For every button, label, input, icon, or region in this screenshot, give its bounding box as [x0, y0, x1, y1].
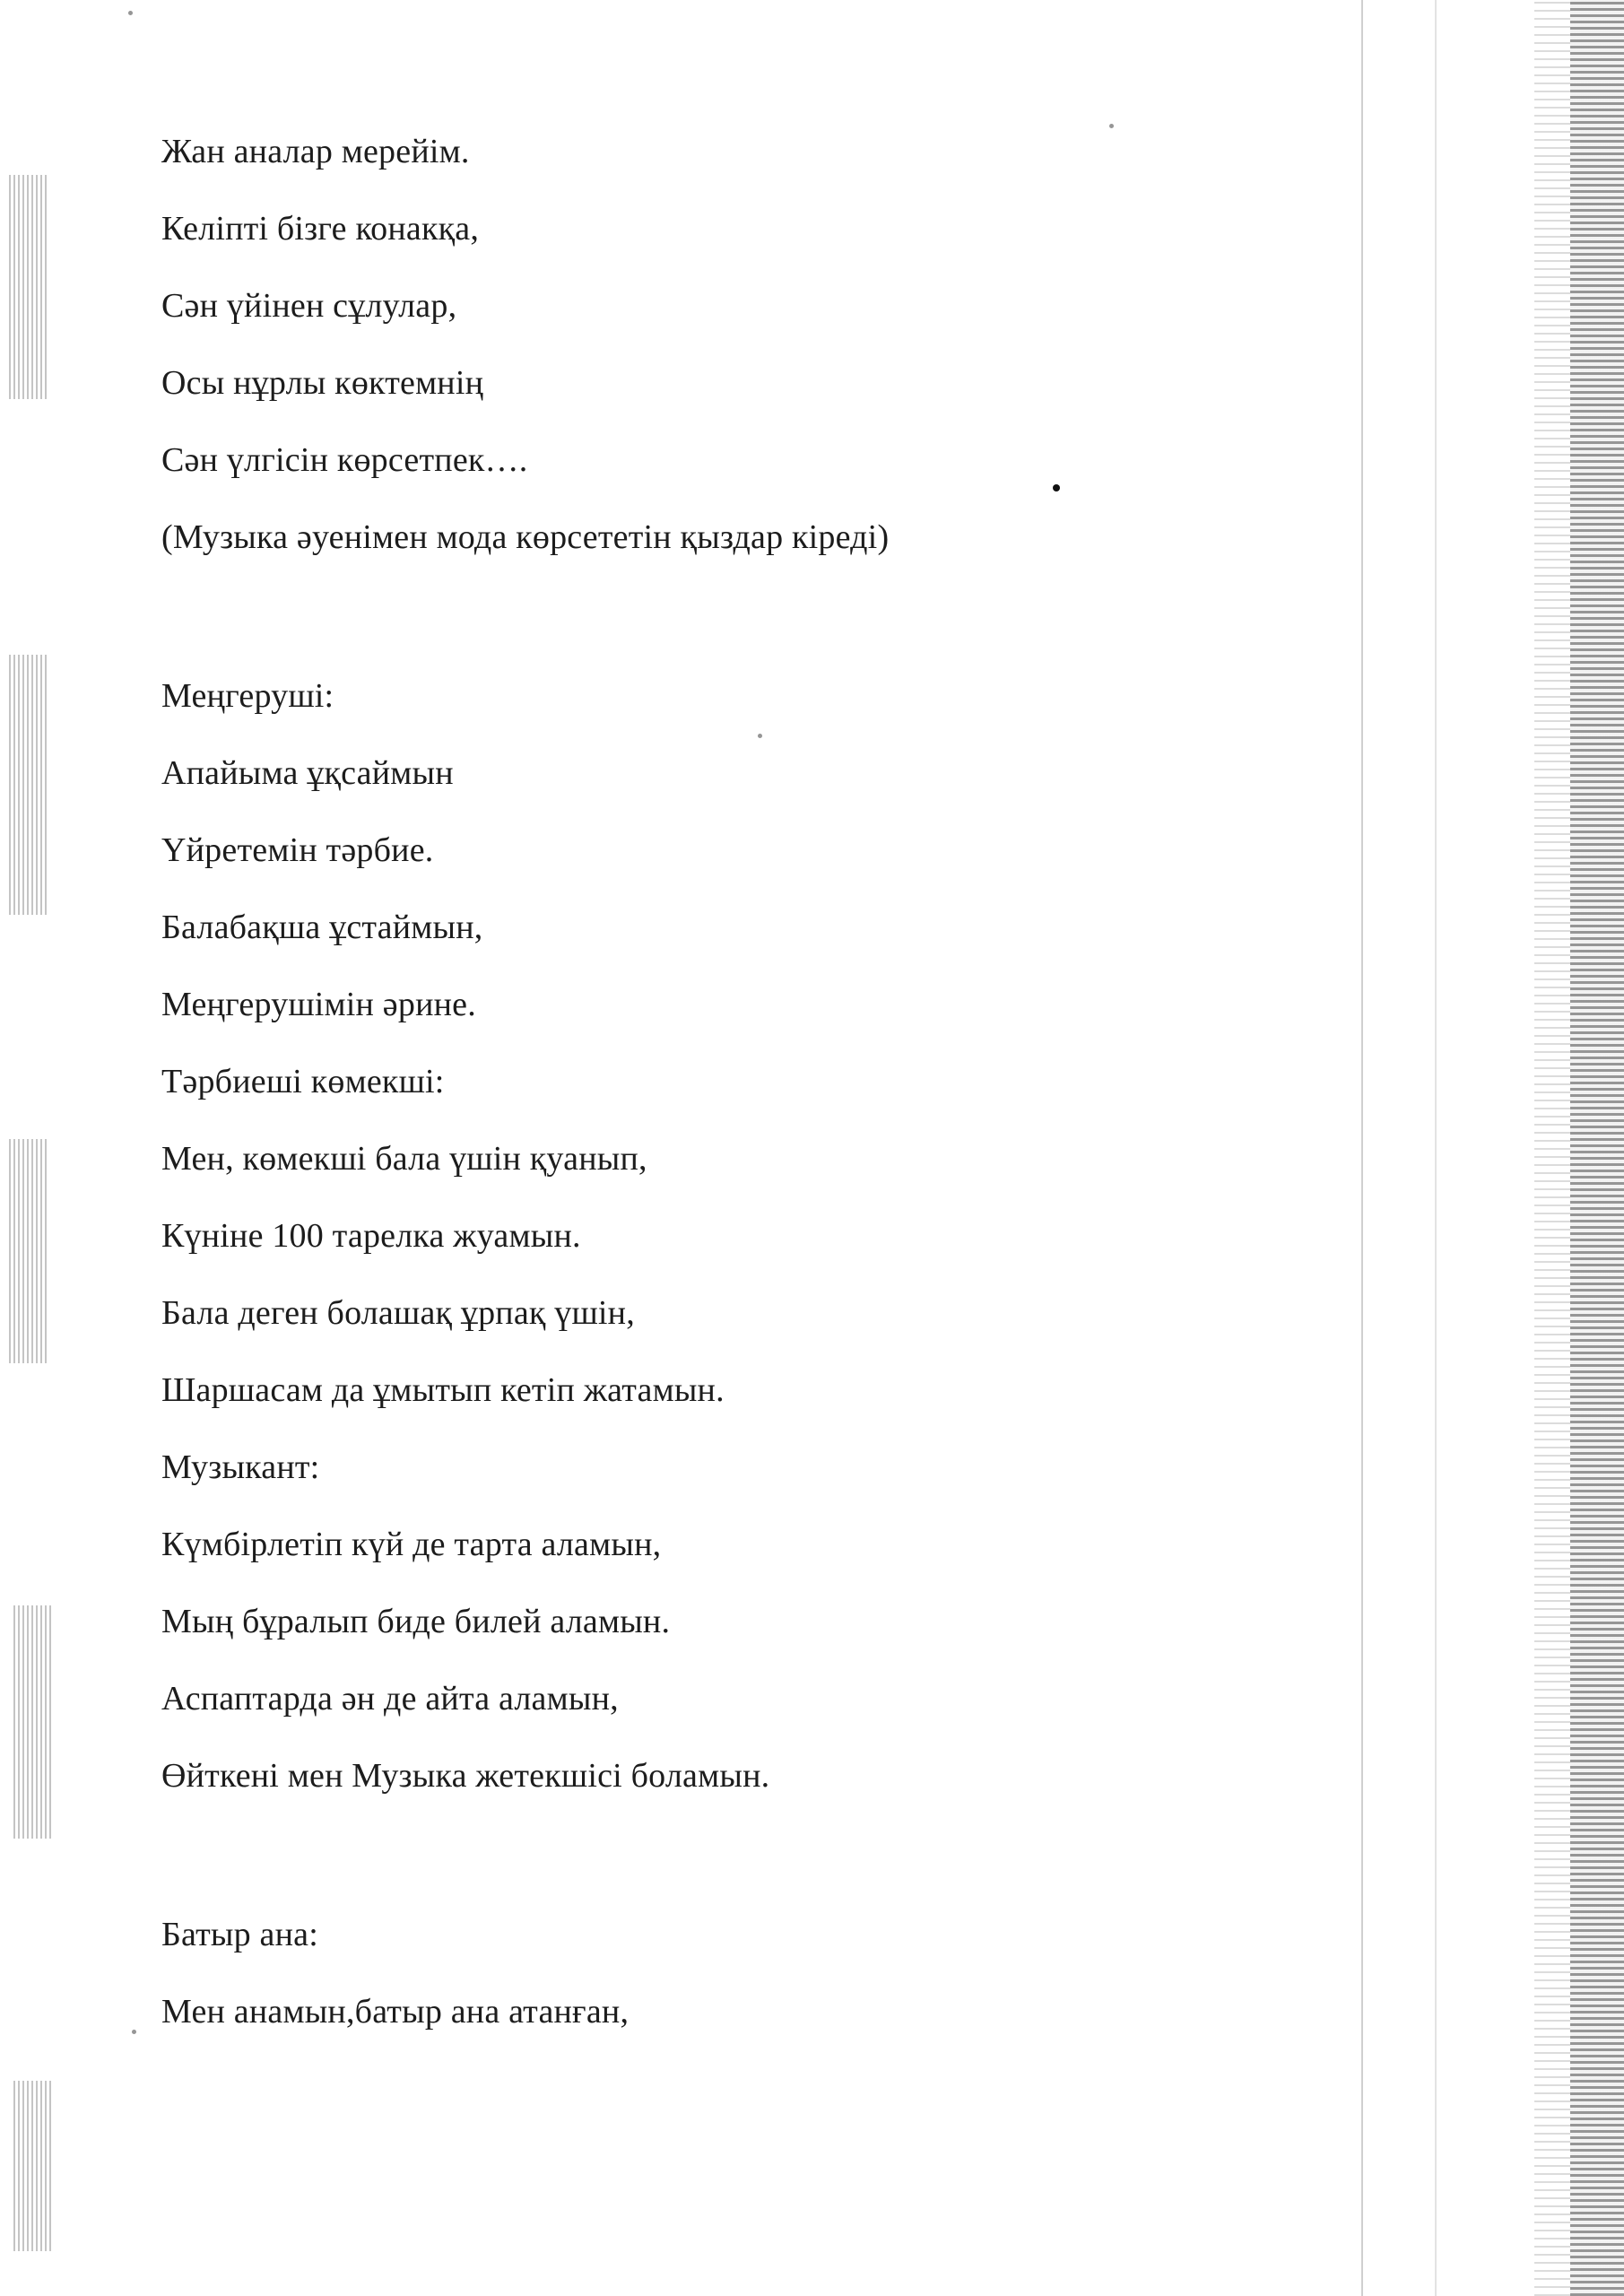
- text-line: Жан аналар мерейім.: [161, 133, 470, 170]
- text-line: Сән үйінен сұлулар,: [161, 287, 457, 325]
- scan-noise-left-2: [9, 655, 49, 915]
- text-line: Мың бұралып биде билей аламын.: [161, 1603, 671, 1640]
- scan-edge-inner: [1534, 0, 1570, 2296]
- text-line: Балабақша ұстаймын,: [161, 909, 483, 946]
- text-line: (Музыка әуенімен мода көрсететін қыздар кіреді): [161, 518, 890, 556]
- text-line: Күмбірлетіп күй де тарта аламын,: [161, 1526, 662, 1563]
- text-line: Апайыма ұқсаймын: [161, 754, 454, 792]
- scan-dot: [1053, 484, 1060, 491]
- scan-speck-4: [132, 2030, 136, 2034]
- speaker-label: Музыкант:: [161, 1448, 320, 1486]
- text-line: Өйткені мен Музыка жетекшісі боламын.: [161, 1757, 770, 1795]
- text-line: Келіпті бізге конакқа,: [161, 210, 480, 248]
- text-line: Меңгерушімін әрине.: [161, 986, 476, 1023]
- scan-noise-left-5: [13, 2081, 54, 2251]
- speaker-label: Меңгеруші:: [161, 677, 334, 715]
- text-line: Мен анамын,батыр ана атанған,: [161, 1993, 630, 2031]
- text-line: Сән үлгісін көрсетпек….: [161, 441, 528, 479]
- scan-noise-left-4: [13, 1605, 54, 1839]
- scan-noise-left-3: [9, 1139, 49, 1363]
- speaker-label: Батыр ана:: [161, 1916, 318, 1953]
- scan-vertical-line-2: [1435, 0, 1437, 2296]
- text-line: Мен, көмекші бала үшін қуанып,: [161, 1140, 647, 1178]
- scan-speck-1: [128, 11, 133, 15]
- text-line: Осы нұрлы көктемнің: [161, 364, 484, 402]
- text-line: Үйретемін тәрбие.: [161, 831, 434, 869]
- text-line: Шаршасам да ұмытып кетіп жатамын.: [161, 1371, 725, 1409]
- scan-noise-left-1: [9, 175, 49, 399]
- scan-edge-right: [1570, 0, 1624, 2296]
- text-line: Аспаптарда ән де айта аламын,: [161, 1680, 619, 1718]
- text-line: Бала деген болашақ ұрпақ үшін,: [161, 1294, 635, 1332]
- scan-speck-3: [1109, 124, 1114, 128]
- scan-vertical-line-1: [1361, 0, 1363, 2296]
- text-line: Күніне 100 тарелка жуамын.: [161, 1217, 581, 1255]
- speaker-label: Тәрбиеші көмекші:: [161, 1063, 445, 1100]
- scan-speck-2: [758, 734, 762, 738]
